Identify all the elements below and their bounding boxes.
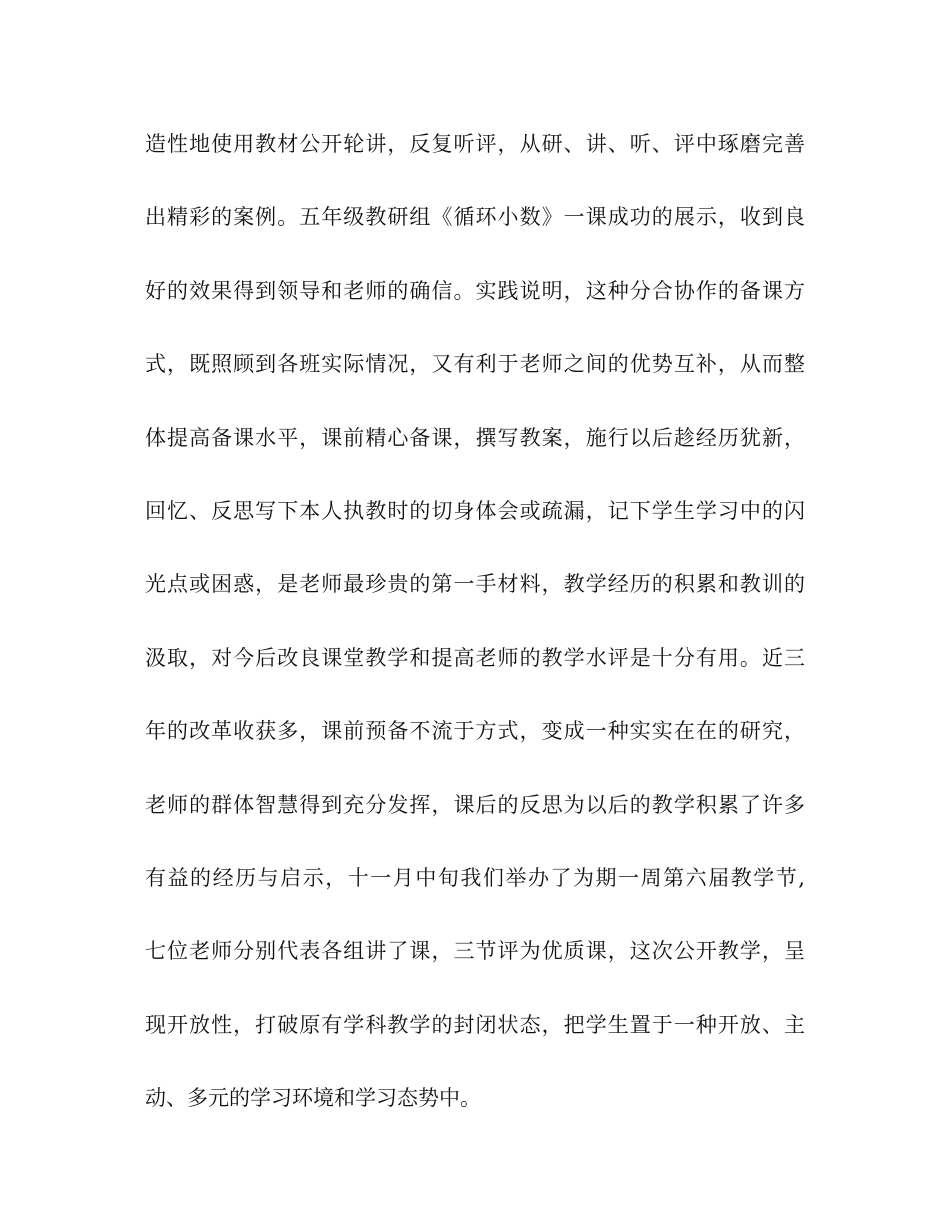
text-line: 动、多元的学习环境和学习态势中。: [145, 1086, 481, 1111]
text-line: 出精彩的案例。五年级教研组《循环小数》一课成功的展示，收到良: [145, 205, 805, 230]
text-line: 造性地使用教材公开轮讲，反复听评，从研、讲、听、评中琢磨完善: [145, 132, 805, 156]
text-line: 汲取，对今后改良课堂教学和提高老师的教学水评是十分有用。近三: [145, 645, 805, 670]
text-line: 光点或困惑，是老师最珍贵的第一手材料，教学经历的积累和教训的: [145, 572, 805, 597]
text-line: 回忆、反思写下本人执教时的切身体会或疏漏，记下学生学习中的闪: [145, 498, 805, 523]
text-line: 现开放性，打破原有学科教学的封闭状态，把学生置于一种开放、主: [145, 1012, 805, 1037]
body-text: [145, 124, 805, 1151]
text-line: 七位老师分别代表各组讲了课，三节评为优质课，这次公开教学，呈: [145, 939, 805, 964]
text-line: 老师的群体智慧得到充分发挥，课后的反思为以后的教学积累了许多: [145, 792, 805, 817]
text-line: 年的改革收获多，课前预备不流于方式，变成一种实实在在的研究，: [145, 719, 805, 744]
text-line: 式，既照顾到各班实际情况，又有利于老师之间的优势互补，从而整: [145, 352, 805, 377]
text-line: 体提高备课水平，课前精心备课，撰写教案，施行以后趁经历犹新，: [145, 425, 805, 450]
text-line: 好的效果得到领导和老师的确信。实践说明，这种分合协作的备课方: [145, 278, 805, 303]
text-line: 有益的经历与启示，十一月中旬我们举办了为期一周第六届教学节,: [145, 865, 805, 890]
